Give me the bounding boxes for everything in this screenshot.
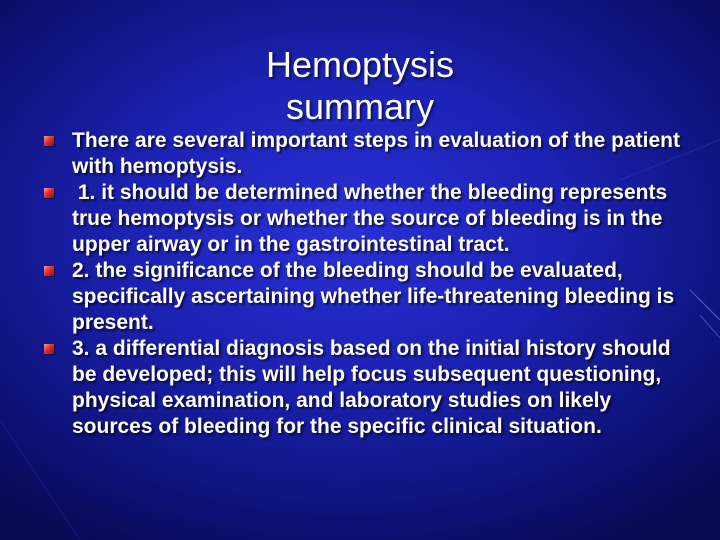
bullet-text: 1. it should be determined whether the bleeding represents true hemoptysis or whether the source of bleeding is in the upper airway or in the gastrointestinal tract. [72,181,673,256]
bullet-item [42,128,682,180]
bullet-item [42,336,682,440]
bullet-item [42,258,682,336]
bullet-marker-icon [44,266,54,276]
bullet-text: 2. the significance of the bleeding should be evaluated, specifically ascertaining whether life-threatening bleeding is present. [72,259,675,334]
bullet-marker-icon [44,136,54,146]
slide-title [0,44,720,128]
bullet-list [42,128,682,440]
bullet-item [42,180,682,258]
bullet-text: There are several important steps in evaluation of the patient with hemoptysis. [72,129,680,178]
bullet-marker-icon [44,344,54,354]
slide-title-line-2: summary [285,86,434,128]
bullet-marker-icon [44,188,54,198]
slide-title-line-1: Hemoptysis [265,44,455,86]
bullet-text: 3. a differential diagnosis based on the initial history should be developed; this will help focus subsequent questioning, physical examination, and laboratory studies on likely sources of bleeding for the specific clinical situation. [72,337,671,438]
